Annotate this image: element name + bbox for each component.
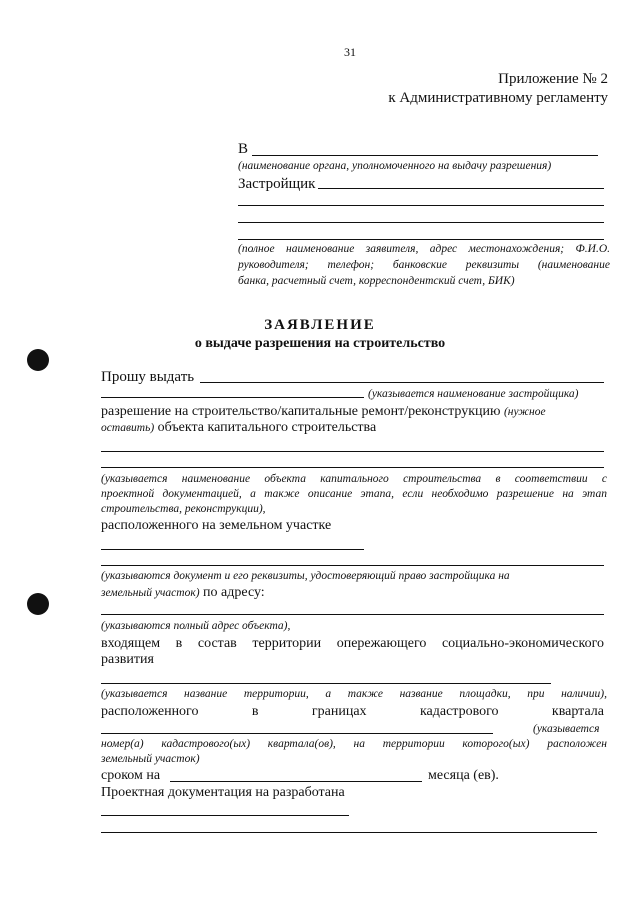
developer-field[interactable] — [318, 188, 604, 189]
document-title: ЗАЯВЛЕНИЕ — [264, 317, 376, 333]
developer-field-4[interactable] — [238, 239, 604, 240]
cadastral-hint-line2: земельный участок) — [101, 753, 200, 765]
developer-hint-line3: банка, расчетный счет, корреспондентский счет, БИК) — [238, 275, 515, 287]
cadastral-text: расположенного в границах кадастрового квартала — [101, 704, 604, 719]
term-label: сроком на — [101, 768, 161, 783]
permit-line2 — [101, 420, 376, 436]
page-number: 31 — [344, 45, 356, 59]
developer-name-field-2[interactable] — [101, 397, 364, 398]
land-doc-hint-line1: (указываются документ и его реквизиты, удостоверяющий право застройщика на — [101, 570, 510, 582]
permit-hint-b: оставить) — [101, 422, 155, 434]
address-field[interactable] — [101, 614, 604, 615]
developer-hint-line1: (полное наименование заявителя, адрес местонахождения; Ф.И.О. — [238, 243, 610, 255]
land-doc-line2 — [101, 585, 265, 601]
land-doc-field-2[interactable] — [101, 565, 604, 566]
territory-hint: (указывается название территории, а также название площадки, при наличии), — [101, 688, 607, 700]
object-hint-line2: проектной документацией, а также описание этапа, если необходимо разрешение на этап — [101, 488, 607, 500]
object-name-field[interactable] — [101, 451, 604, 452]
territory-field[interactable] — [101, 683, 551, 684]
object-text: объекта капитального строительства — [157, 420, 377, 435]
object-name-field-2[interactable] — [101, 467, 604, 468]
territory-text-line1: входящем в состав территории опережающего социально-экономического — [101, 636, 604, 651]
land-text: расположенного на земельном участке — [101, 518, 332, 533]
developer-hint-line2: руководителя; телефон; банковские реквизиты (наименование — [238, 259, 610, 271]
binder-hole-bottom — [27, 593, 49, 615]
object-hint-line1: (указывается наименование объекта капитального строительства в соответствии с — [101, 473, 607, 485]
authority-field[interactable] — [252, 155, 598, 156]
permit-text — [101, 404, 546, 420]
cadastral-field[interactable] — [101, 733, 493, 734]
developer-name-hint: (указывается наименование застройщика) — [368, 388, 579, 400]
term-field[interactable] — [170, 781, 422, 782]
address-label: по адресу: — [203, 585, 265, 600]
appendix-subtitle: к Административному регламенту — [388, 90, 608, 106]
land-doc-field[interactable] — [101, 549, 364, 550]
authority-hint: (наименование органа, уполномоченного на выдачу разрешения) — [238, 160, 552, 172]
request-label: Прошу выдать — [101, 369, 195, 385]
developer-label: Застройщик — [238, 176, 316, 192]
cadastral-hint-a: (указывается — [533, 723, 600, 735]
address-hint: (указываются полный адрес объекта), — [101, 620, 291, 632]
land-doc-hint-line2: земельный участок) — [101, 587, 200, 599]
developer-name-field[interactable] — [200, 382, 604, 383]
cadastral-hint-line1: номер(а) кадастрового(ых) квартала(ов), на территории которого(ых) расположен — [101, 738, 607, 750]
term-suffix: месяца (ев). — [428, 768, 499, 783]
permit-hint-a: (нужное — [503, 406, 546, 418]
document-subtitle: о выдаче разрешения на строительство — [194, 336, 446, 351]
territory-text-line2: развития — [101, 652, 154, 667]
developer-field-2[interactable] — [238, 205, 604, 206]
to-prefix: В — [238, 141, 249, 157]
project-field[interactable] — [101, 815, 349, 816]
developer-field-3[interactable] — [238, 222, 604, 223]
permit-type: разрешение на строительство/капитальные ремонт/реконструкцию — [101, 404, 501, 419]
binder-hole-top — [27, 349, 49, 371]
project-text: Проектная документация на разработана — [101, 785, 345, 800]
appendix-title: Приложение № 2 — [498, 71, 608, 87]
object-hint-line3: строительства, реконструкции), — [101, 503, 266, 515]
project-field-2[interactable] — [101, 832, 597, 833]
